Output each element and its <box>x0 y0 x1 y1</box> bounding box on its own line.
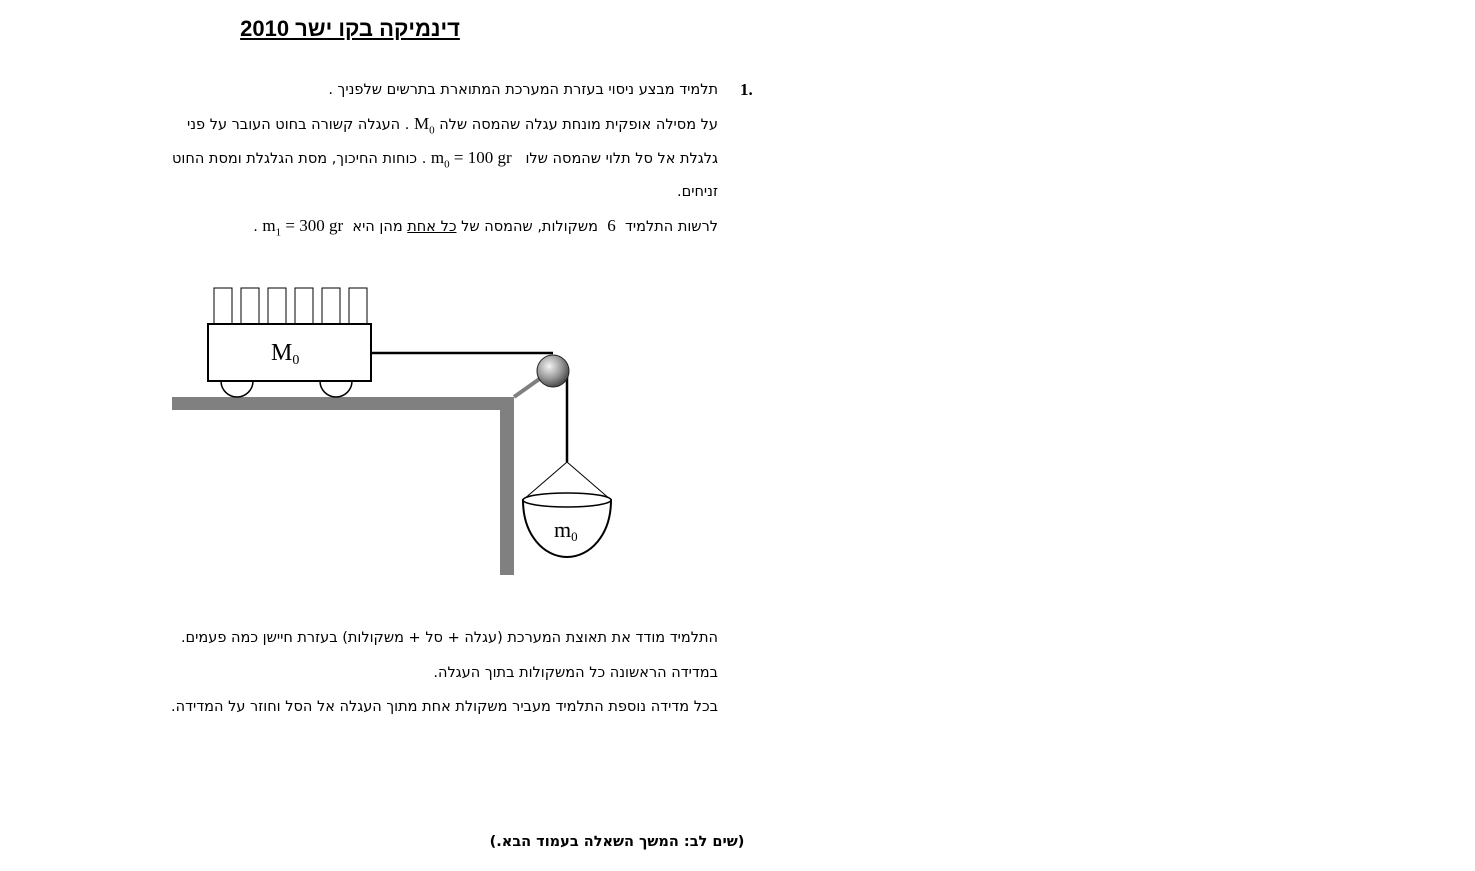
weight-block <box>349 288 367 324</box>
cart-mass-base: M <box>413 114 430 133</box>
weights-on-cart <box>214 288 367 324</box>
cart-label: M0 <box>271 340 300 368</box>
cart-wheels <box>221 381 352 397</box>
question-line-5-text-c: מהן היא <box>352 219 403 235</box>
cart-wheel-right <box>320 381 352 397</box>
weight-block <box>241 288 259 324</box>
page-title: דינמיקה בקו ישר 2010 <box>240 16 460 41</box>
question-line-5-text-b: משקולות, שהמסה של <box>461 219 599 235</box>
question-line-1: תלמיד מבצע ניסוי בעזרת המערכת המתוארת בתרשים שלפניך . <box>328 82 718 98</box>
weights-count: 6 <box>607 216 616 235</box>
question-line-3-text-a: גלגלת אל סל תלוי שהמסה שלו <box>525 151 718 167</box>
question-number: 1. <box>740 80 753 99</box>
paragraph-line-3: בכל מדידה נוספת התלמיד מעביר משקולת אחת מתוך העגלה אל הסל וחוזר על המדידה. <box>171 699 718 715</box>
basket-label: m0 <box>554 517 578 544</box>
question-line-2-text-a: על מסילה אופקית מונחת עגלה שהמסה שלה <box>439 117 718 133</box>
cart-wheel-left <box>221 381 253 397</box>
basket-mass-base: m <box>430 148 445 167</box>
basket-mass-value: = 100 gr <box>449 148 512 167</box>
question-line-3-text-b: . כוחות החיכוך, מסת הגלגלת ומסת החוט <box>172 151 427 167</box>
question-line-5-text-a: לרשות התלמיד <box>624 219 718 235</box>
question-line-2-text-b: . העגלה קשורה בחוט העובר על פני <box>186 117 410 133</box>
question-line-4: זניחים. <box>676 184 718 200</box>
weight-mass-sub: 1 <box>275 226 282 239</box>
cart-mass-sub: 0 <box>429 124 435 137</box>
continuation-note: (שים לב: המשך השאלה בעמוד הבא.) <box>489 834 745 850</box>
weight-block <box>214 288 232 324</box>
paragraph-line-2: במדידה הראשונה כל המשקולות בתוך העגלה. <box>433 665 718 681</box>
pulley <box>537 355 569 387</box>
paragraph-line-1: התלמיד מודד את תאוצת המערכת (עגלה + סל + משקולות) בעזרת חיישן כמה פעמים. <box>180 630 718 646</box>
weight-mass-base: m <box>262 216 276 235</box>
question-line-5-underlined: כל אחת <box>407 219 457 235</box>
weight-mass-value: = 300 gr <box>281 216 344 235</box>
basket-mass-sub: 0 <box>444 158 450 171</box>
weight-block <box>268 288 286 324</box>
weight-block <box>322 288 340 324</box>
weight-block <box>295 288 313 324</box>
table-surface <box>172 397 514 575</box>
question-line-5-end: . <box>253 219 258 235</box>
